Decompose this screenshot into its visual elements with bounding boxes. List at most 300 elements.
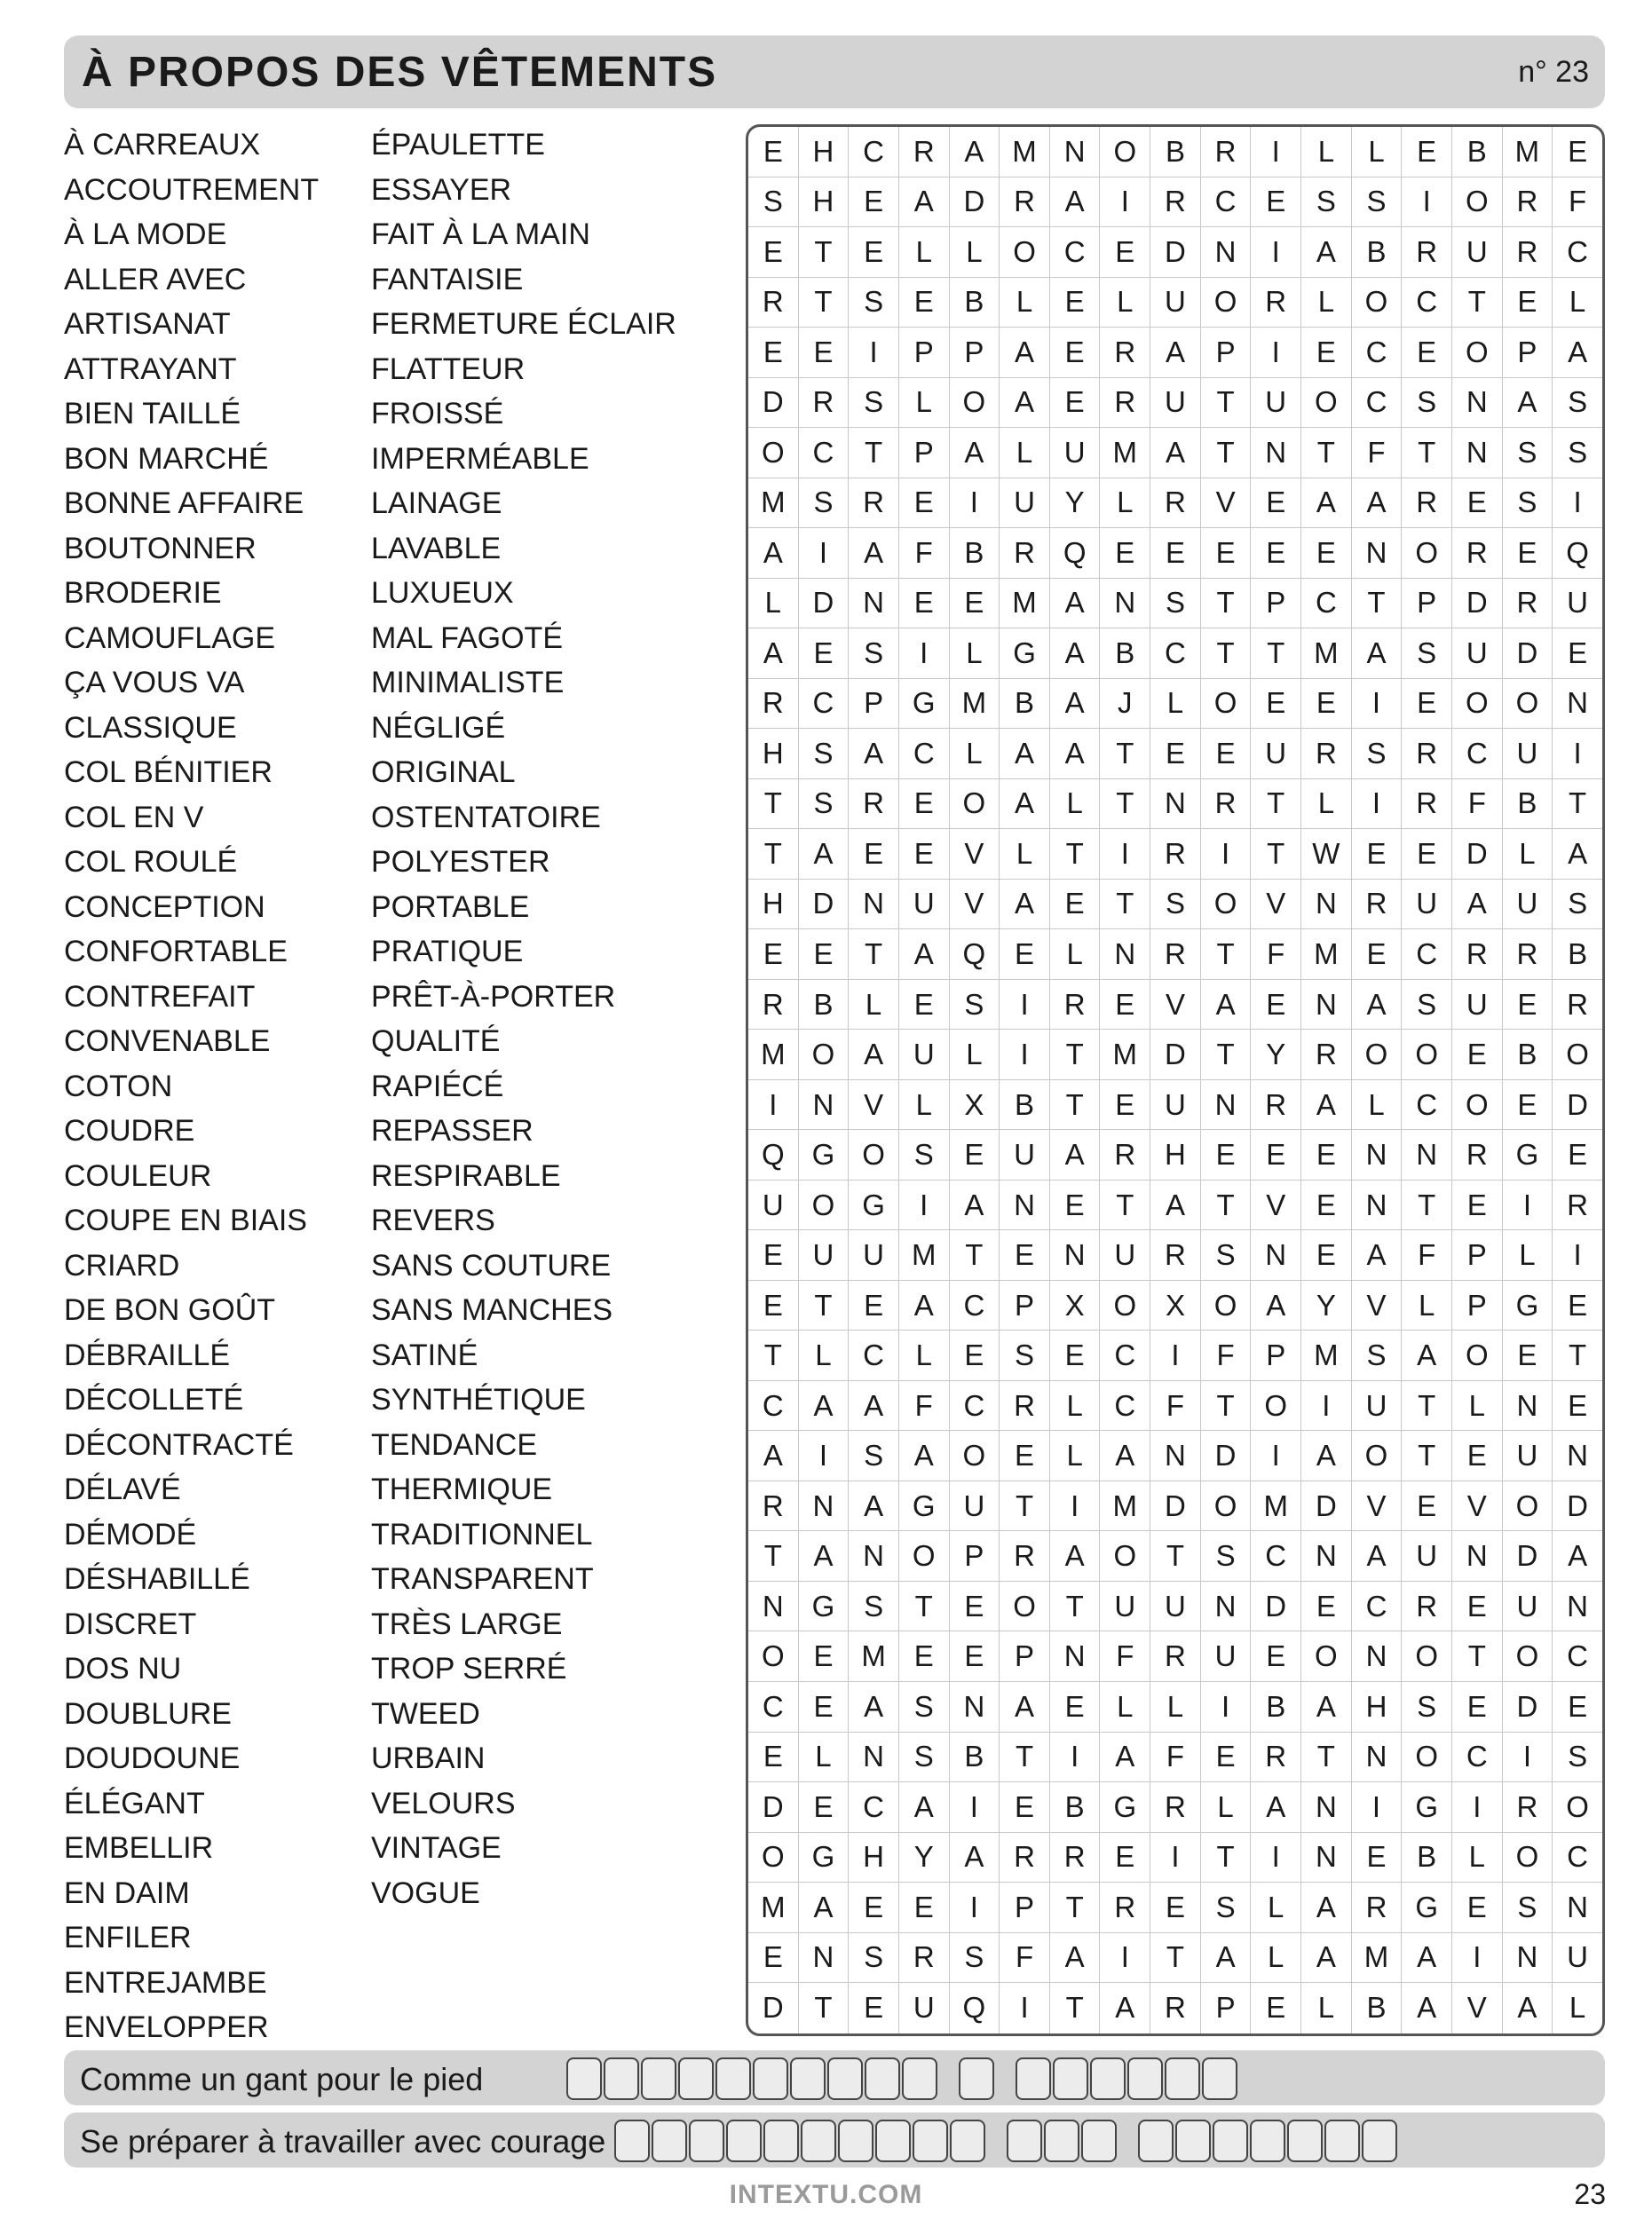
- grid-cell[interactable]: R: [849, 478, 899, 529]
- grid-cell[interactable]: R: [748, 1481, 799, 1532]
- grid-cell[interactable]: C: [1201, 178, 1252, 228]
- grid-cell[interactable]: T: [1201, 428, 1252, 478]
- grid-cell[interactable]: A: [849, 1030, 899, 1080]
- grid-cell[interactable]: T: [1553, 779, 1602, 830]
- grid-cell[interactable]: P: [1000, 1883, 1050, 1933]
- grid-cell[interactable]: V: [1452, 1481, 1503, 1532]
- grid-cell[interactable]: E: [1301, 328, 1352, 378]
- grid-cell[interactable]: R: [1452, 1130, 1503, 1181]
- grid-cell[interactable]: M: [950, 679, 1000, 730]
- grid-cell[interactable]: E: [1301, 1230, 1352, 1281]
- grid-cell[interactable]: E: [748, 1281, 799, 1331]
- grid-cell[interactable]: R: [1150, 478, 1201, 529]
- grid-cell[interactable]: F: [1201, 1331, 1252, 1381]
- grid-cell[interactable]: E: [899, 779, 950, 830]
- grid-cell[interactable]: F: [899, 528, 950, 579]
- grid-cell[interactable]: T: [1201, 628, 1252, 679]
- grid-cell[interactable]: G: [1402, 1883, 1452, 1933]
- grid-cell[interactable]: B: [1050, 1782, 1101, 1833]
- grid-cell[interactable]: O: [1201, 1481, 1252, 1532]
- grid-cell[interactable]: E: [1452, 478, 1503, 529]
- grid-cell[interactable]: B: [1100, 628, 1150, 679]
- grid-cell[interactable]: A: [1150, 1181, 1201, 1231]
- grid-cell[interactable]: N: [1352, 1130, 1403, 1181]
- grid-cell[interactable]: E: [1352, 929, 1403, 980]
- grid-cell[interactable]: O: [1201, 1281, 1252, 1331]
- grid-cell[interactable]: N: [1352, 1181, 1403, 1231]
- grid-cell[interactable]: C: [950, 1281, 1000, 1331]
- grid-cell[interactable]: R: [1503, 227, 1553, 278]
- answer-letter-box[interactable]: [715, 2057, 751, 2100]
- grid-cell[interactable]: Q: [950, 1983, 1000, 2033]
- grid-cell[interactable]: Y: [899, 1833, 950, 1883]
- answer-letter-box[interactable]: [652, 2120, 687, 2162]
- grid-cell[interactable]: C: [1452, 729, 1503, 779]
- grid-cell[interactable]: U: [899, 1030, 950, 1080]
- grid-cell[interactable]: N: [849, 1531, 899, 1582]
- grid-cell[interactable]: R: [1452, 528, 1503, 579]
- grid-cell[interactable]: N: [1553, 1582, 1602, 1632]
- answer-letter-box[interactable]: [678, 2057, 714, 2100]
- grid-cell[interactable]: E: [1050, 278, 1101, 328]
- grid-cell[interactable]: E: [1553, 628, 1602, 679]
- grid-cell[interactable]: E: [950, 1582, 1000, 1632]
- grid-cell[interactable]: S: [799, 729, 850, 779]
- grid-cell[interactable]: T: [799, 1983, 850, 2033]
- grid-cell[interactable]: S: [799, 779, 850, 830]
- grid-cell[interactable]: S: [1201, 1531, 1252, 1582]
- grid-cell[interactable]: O: [1452, 679, 1503, 730]
- grid-cell[interactable]: R: [1251, 1733, 1301, 1783]
- grid-cell[interactable]: A: [1000, 328, 1050, 378]
- grid-cell[interactable]: F: [1553, 178, 1602, 228]
- grid-cell[interactable]: E: [1452, 1682, 1503, 1733]
- grid-cell[interactable]: X: [1150, 1281, 1201, 1331]
- grid-cell[interactable]: L: [950, 729, 1000, 779]
- grid-cell[interactable]: F: [1150, 1733, 1201, 1783]
- grid-cell[interactable]: A: [1000, 378, 1050, 429]
- grid-cell[interactable]: O: [1452, 328, 1503, 378]
- grid-cell[interactable]: B: [1402, 1833, 1452, 1883]
- grid-cell[interactable]: C: [1301, 579, 1352, 629]
- grid-cell[interactable]: N: [1503, 1933, 1553, 1984]
- grid-cell[interactable]: H: [1352, 1682, 1403, 1733]
- grid-cell[interactable]: L: [899, 227, 950, 278]
- grid-cell[interactable]: L: [950, 1030, 1000, 1080]
- grid-cell[interactable]: C: [1100, 1331, 1150, 1381]
- grid-cell[interactable]: S: [1301, 178, 1352, 228]
- grid-cell[interactable]: E: [1452, 1582, 1503, 1632]
- grid-cell[interactable]: Y: [1301, 1281, 1352, 1331]
- grid-cell[interactable]: T: [1402, 1381, 1452, 1432]
- grid-cell[interactable]: A: [1301, 478, 1352, 529]
- grid-cell[interactable]: E: [748, 1733, 799, 1783]
- grid-cell[interactable]: S: [899, 1130, 950, 1181]
- grid-cell[interactable]: A: [1352, 1531, 1403, 1582]
- answer-letter-box[interactable]: [1016, 2057, 1051, 2100]
- grid-cell[interactable]: A: [1301, 1883, 1352, 1933]
- grid-cell[interactable]: L: [1569, 1991, 1586, 2025]
- grid-cell[interactable]: A: [1301, 1682, 1352, 1733]
- grid-cell[interactable]: M: [1301, 1331, 1352, 1381]
- grid-cell[interactable]: T: [799, 1281, 850, 1331]
- grid-cell[interactable]: V: [1201, 478, 1252, 529]
- grid-cell[interactable]: H: [748, 729, 799, 779]
- grid-cell[interactable]: L: [1301, 1983, 1352, 2033]
- grid-cell[interactable]: D: [1452, 829, 1503, 880]
- grid-cell[interactable]: A: [950, 1181, 1000, 1231]
- grid-cell[interactable]: N: [1050, 1230, 1101, 1281]
- grid-cell[interactable]: M: [1100, 1481, 1150, 1532]
- grid-cell[interactable]: D: [1503, 1531, 1553, 1582]
- grid-cell[interactable]: B: [950, 1733, 1000, 1783]
- grid-cell[interactable]: C: [1402, 278, 1452, 328]
- grid-cell[interactable]: H: [799, 127, 850, 178]
- grid-cell[interactable]: E: [1251, 528, 1301, 579]
- grid-cell[interactable]: L: [1201, 1782, 1252, 1833]
- grid-cell[interactable]: R: [1201, 127, 1252, 178]
- grid-cell[interactable]: M: [748, 1030, 799, 1080]
- grid-cell[interactable]: R: [1000, 178, 1050, 228]
- grid-cell[interactable]: D: [748, 378, 799, 429]
- grid-cell[interactable]: A: [1553, 328, 1602, 378]
- answer-letter-box[interactable]: [801, 2120, 836, 2162]
- grid-cell[interactable]: E: [899, 478, 950, 529]
- grid-cell[interactable]: M: [849, 1631, 899, 1682]
- grid-cell[interactable]: O: [1100, 1281, 1150, 1331]
- grid-cell[interactable]: I: [950, 1782, 1000, 1833]
- grid-cell[interactable]: E: [1452, 1431, 1503, 1481]
- grid-cell[interactable]: I: [899, 1181, 950, 1231]
- grid-cell[interactable]: A: [1150, 428, 1201, 478]
- grid-cell[interactable]: Y: [1050, 478, 1101, 529]
- answer-letter-box[interactable]: [950, 2120, 985, 2162]
- grid-cell[interactable]: R: [1150, 929, 1201, 980]
- grid-cell[interactable]: M: [1352, 1933, 1403, 1984]
- grid-cell[interactable]: T: [1100, 729, 1150, 779]
- grid-cell[interactable]: M: [1251, 1481, 1301, 1532]
- grid-cell[interactable]: E: [899, 1883, 950, 1933]
- grid-cell[interactable]: U: [1050, 428, 1101, 478]
- grid-cell[interactable]: S: [849, 278, 899, 328]
- grid-cell[interactable]: N: [1352, 1733, 1403, 1783]
- grid-cell[interactable]: L: [1050, 1381, 1101, 1432]
- grid-cell[interactable]: O: [1000, 227, 1050, 278]
- grid-cell[interactable]: A: [1553, 829, 1602, 880]
- grid-cell[interactable]: O: [748, 428, 799, 478]
- grid-cell[interactable]: T: [1402, 428, 1452, 478]
- grid-cell[interactable]: A: [1000, 729, 1050, 779]
- answer-letter-box[interactable]: [790, 2057, 826, 2100]
- grid-cell[interactable]: N: [1150, 1431, 1201, 1481]
- grid-cell[interactable]: A: [799, 1883, 850, 1933]
- grid-cell[interactable]: A: [1352, 980, 1403, 1031]
- grid-cell[interactable]: N: [799, 1481, 850, 1532]
- answer-letter-box[interactable]: [1165, 2057, 1200, 2100]
- grid-cell[interactable]: O: [1402, 1030, 1452, 1080]
- grid-cell[interactable]: E: [1251, 1130, 1301, 1181]
- grid-cell[interactable]: L: [1100, 278, 1150, 328]
- grid-cell[interactable]: N: [1503, 1381, 1553, 1432]
- grid-cell[interactable]: B: [950, 278, 1000, 328]
- grid-cell[interactable]: R: [1000, 1531, 1050, 1582]
- grid-cell[interactable]: E: [1150, 1883, 1201, 1933]
- grid-cell[interactable]: O: [748, 1631, 799, 1682]
- grid-cell[interactable]: A: [1100, 1983, 1150, 2033]
- grid-cell[interactable]: F: [1000, 1933, 1050, 1984]
- grid-cell[interactable]: E: [748, 1933, 799, 1984]
- grid-cell[interactable]: E: [1352, 1833, 1403, 1883]
- grid-cell[interactable]: S: [1402, 980, 1452, 1031]
- grid-cell[interactable]: E: [899, 579, 950, 629]
- answer-letter-box[interactable]: [902, 2057, 937, 2100]
- grid-cell[interactable]: R: [1402, 729, 1452, 779]
- grid-cell[interactable]: N: [1352, 528, 1403, 579]
- grid-cell[interactable]: U: [1000, 478, 1050, 529]
- grid-cell[interactable]: R: [1100, 1130, 1150, 1181]
- grid-cell[interactable]: A: [899, 929, 950, 980]
- grid-cell[interactable]: P: [1503, 328, 1553, 378]
- grid-cell[interactable]: T: [799, 227, 850, 278]
- answer-letter-box[interactable]: [1250, 2120, 1285, 2162]
- grid-cell[interactable]: O: [799, 1181, 850, 1231]
- grid-cell[interactable]: E: [1301, 1582, 1352, 1632]
- grid-cell[interactable]: T: [748, 1331, 799, 1381]
- grid-cell[interactable]: I: [899, 628, 950, 679]
- grid-cell[interactable]: O: [1553, 1782, 1602, 1833]
- grid-cell[interactable]: B: [1150, 127, 1201, 178]
- grid-cell[interactable]: A: [1201, 1933, 1252, 1984]
- grid-cell[interactable]: S: [1201, 1230, 1252, 1281]
- answer-boxes[interactable]: [614, 2120, 1419, 2162]
- grid-cell[interactable]: C: [849, 1331, 899, 1381]
- grid-cell[interactable]: U: [849, 1230, 899, 1281]
- answer-letter-box[interactable]: [1324, 2120, 1360, 2162]
- grid-cell[interactable]: C: [1352, 378, 1403, 429]
- grid-cell[interactable]: A: [1000, 1682, 1050, 1733]
- grid-cell[interactable]: P: [1251, 1331, 1301, 1381]
- grid-cell[interactable]: I: [1050, 1733, 1101, 1783]
- grid-cell[interactable]: D: [799, 579, 850, 629]
- grid-cell[interactable]: A: [849, 1682, 899, 1733]
- grid-cell[interactable]: I: [1100, 178, 1150, 228]
- grid-cell[interactable]: T: [1050, 1080, 1101, 1131]
- grid-cell[interactable]: T: [1201, 1030, 1252, 1080]
- grid-cell[interactable]: E: [1201, 1733, 1252, 1783]
- grid-cell[interactable]: L: [1402, 1281, 1452, 1331]
- grid-cell[interactable]: F: [1100, 1631, 1150, 1682]
- grid-cell[interactable]: U: [1000, 1130, 1050, 1181]
- grid-cell[interactable]: R: [1050, 980, 1101, 1031]
- grid-cell[interactable]: E: [1553, 1130, 1602, 1181]
- grid-cell[interactable]: R: [1251, 1080, 1301, 1131]
- answer-letter-box[interactable]: [1202, 2057, 1237, 2100]
- grid-cell[interactable]: F: [899, 1381, 950, 1432]
- grid-cell[interactable]: D: [950, 178, 1000, 228]
- grid-cell[interactable]: E: [1201, 528, 1252, 579]
- answer-letter-box[interactable]: [1053, 2057, 1088, 2100]
- grid-cell[interactable]: T: [899, 1582, 950, 1632]
- grid-cell[interactable]: E: [849, 1883, 899, 1933]
- grid-cell[interactable]: S: [799, 478, 850, 529]
- grid-cell[interactable]: R: [1150, 178, 1201, 228]
- grid-cell[interactable]: P: [1000, 1631, 1050, 1682]
- grid-cell[interactable]: O: [1452, 178, 1503, 228]
- grid-cell[interactable]: U: [1100, 1230, 1150, 1281]
- grid-cell[interactable]: C: [899, 729, 950, 779]
- grid-cell[interactable]: U: [1503, 1582, 1553, 1632]
- grid-cell[interactable]: C: [799, 679, 850, 730]
- grid-cell[interactable]: U: [1251, 729, 1301, 779]
- grid-cell[interactable]: N: [1050, 127, 1101, 178]
- grid-cell[interactable]: E: [1553, 1381, 1602, 1432]
- grid-cell[interactable]: L: [1503, 829, 1553, 880]
- grid-cell[interactable]: R: [1301, 1030, 1352, 1080]
- grid-cell[interactable]: R: [849, 779, 899, 830]
- grid-cell[interactable]: E: [1150, 729, 1201, 779]
- grid-cell[interactable]: A: [748, 1431, 799, 1481]
- grid-cell[interactable]: G: [799, 1130, 850, 1181]
- grid-cell[interactable]: N: [1352, 1631, 1403, 1682]
- grid-cell[interactable]: C: [1553, 227, 1602, 278]
- grid-cell[interactable]: O: [950, 378, 1000, 429]
- grid-cell[interactable]: T: [1100, 880, 1150, 930]
- grid-cell[interactable]: T: [1100, 779, 1150, 830]
- grid-cell[interactable]: R: [1150, 1983, 1201, 2033]
- grid-cell[interactable]: T: [1050, 1983, 1101, 2033]
- grid-cell[interactable]: E: [748, 227, 799, 278]
- grid-cell[interactable]: L: [1100, 478, 1150, 529]
- grid-cell[interactable]: G: [1503, 1281, 1553, 1331]
- grid-cell[interactable]: L: [1050, 1431, 1101, 1481]
- grid-cell[interactable]: I: [1251, 1431, 1301, 1481]
- answer-letter-box[interactable]: [641, 2057, 676, 2100]
- grid-cell[interactable]: U: [1503, 1431, 1553, 1481]
- grid-cell[interactable]: R: [1100, 378, 1150, 429]
- grid-cell[interactable]: V: [1352, 1481, 1403, 1532]
- grid-cell[interactable]: O: [1301, 1631, 1352, 1682]
- grid-cell[interactable]: A: [1352, 478, 1403, 529]
- grid-cell[interactable]: I: [1503, 1181, 1553, 1231]
- grid-cell[interactable]: J: [1100, 679, 1150, 730]
- grid-cell[interactable]: I: [1452, 1782, 1503, 1833]
- grid-cell[interactable]: A: [1452, 880, 1503, 930]
- grid-cell[interactable]: R: [1100, 328, 1150, 378]
- grid-cell[interactable]: S: [899, 1682, 950, 1733]
- grid-cell[interactable]: A: [1402, 1331, 1452, 1381]
- grid-cell[interactable]: S: [849, 1582, 899, 1632]
- grid-cell[interactable]: D: [1301, 1481, 1352, 1532]
- grid-cell[interactable]: S: [1352, 178, 1403, 228]
- grid-cell[interactable]: L: [1251, 1933, 1301, 1984]
- grid-cell[interactable]: A: [1301, 1933, 1352, 1984]
- grid-cell[interactable]: R: [1000, 1381, 1050, 1432]
- grid-cell[interactable]: I: [1402, 178, 1452, 228]
- grid-cell[interactable]: E: [950, 1331, 1000, 1381]
- grid-cell[interactable]: B: [1503, 779, 1553, 830]
- grid-cell[interactable]: H: [1150, 1130, 1201, 1181]
- answer-boxes[interactable]: [566, 2057, 1259, 2100]
- grid-cell[interactable]: G: [1100, 1782, 1150, 1833]
- grid-cell[interactable]: R: [1503, 178, 1553, 228]
- grid-cell[interactable]: E: [1000, 1782, 1050, 1833]
- grid-cell[interactable]: I: [1251, 1833, 1301, 1883]
- grid-cell[interactable]: I: [1301, 1381, 1352, 1432]
- grid-cell[interactable]: E: [1201, 1130, 1252, 1181]
- grid-cell[interactable]: U: [1402, 1531, 1452, 1582]
- grid-cell[interactable]: O: [1301, 378, 1352, 429]
- grid-cell[interactable]: G: [849, 1181, 899, 1231]
- grid-cell[interactable]: E: [1100, 980, 1150, 1031]
- grid-cell[interactable]: T: [1201, 1833, 1252, 1883]
- grid-cell[interactable]: E: [1402, 679, 1452, 730]
- answer-letter-box[interactable]: [1081, 2120, 1117, 2162]
- grid-cell[interactable]: U: [1150, 1582, 1201, 1632]
- grid-cell[interactable]: E: [748, 127, 799, 178]
- grid-cell[interactable]: A: [799, 829, 850, 880]
- grid-cell[interactable]: O: [1452, 1331, 1503, 1381]
- grid-cell[interactable]: T: [1150, 1933, 1201, 1984]
- grid-cell[interactable]: E: [849, 178, 899, 228]
- grid-cell[interactable]: S: [849, 1431, 899, 1481]
- grid-cell[interactable]: O: [1402, 1733, 1452, 1783]
- grid-cell[interactable]: W: [1301, 829, 1352, 880]
- grid-cell[interactable]: A: [849, 1481, 899, 1532]
- grid-cell[interactable]: R: [748, 278, 799, 328]
- grid-cell[interactable]: R: [1150, 1230, 1201, 1281]
- grid-cell[interactable]: C: [1553, 1833, 1602, 1883]
- grid-cell[interactable]: S: [1402, 1682, 1452, 1733]
- grid-cell[interactable]: O: [1201, 880, 1252, 930]
- grid-cell[interactable]: O: [950, 1431, 1000, 1481]
- grid-cell[interactable]: F: [1150, 1381, 1201, 1432]
- grid-cell[interactable]: E: [748, 1230, 799, 1281]
- grid-cell[interactable]: E: [1050, 328, 1101, 378]
- grid-cell[interactable]: U: [1402, 880, 1452, 930]
- grid-cell[interactable]: O: [899, 1531, 950, 1582]
- grid-cell[interactable]: R: [1000, 1833, 1050, 1883]
- grid-cell[interactable]: R: [1150, 1631, 1201, 1682]
- grid-cell[interactable]: S: [849, 628, 899, 679]
- grid-cell[interactable]: I: [1100, 1933, 1150, 1984]
- grid-cell[interactable]: N: [1201, 1080, 1252, 1131]
- grid-cell[interactable]: E: [1301, 1130, 1352, 1181]
- grid-cell[interactable]: M: [1301, 628, 1352, 679]
- grid-cell[interactable]: E: [1150, 528, 1201, 579]
- grid-cell[interactable]: S: [950, 980, 1000, 1031]
- grid-cell[interactable]: A: [1100, 1431, 1150, 1481]
- grid-cell[interactable]: N: [1301, 1531, 1352, 1582]
- grid-cell[interactable]: V: [1251, 880, 1301, 930]
- grid-cell[interactable]: E: [1452, 1883, 1503, 1933]
- grid-cell[interactable]: E: [799, 1631, 850, 1682]
- grid-cell[interactable]: E: [1251, 1631, 1301, 1682]
- grid-cell[interactable]: S: [1553, 428, 1602, 478]
- grid-cell[interactable]: A: [799, 1381, 850, 1432]
- grid-cell[interactable]: B: [1000, 679, 1050, 730]
- grid-cell[interactable]: L: [899, 1331, 950, 1381]
- grid-cell[interactable]: O: [950, 779, 1000, 830]
- grid-cell[interactable]: T: [1251, 779, 1301, 830]
- grid-cell[interactable]: Q: [1050, 528, 1101, 579]
- answer-letter-box[interactable]: [566, 2057, 602, 2100]
- grid-cell[interactable]: T: [1452, 1631, 1503, 1682]
- grid-cell[interactable]: B: [950, 528, 1000, 579]
- grid-cell[interactable]: E: [1301, 1181, 1352, 1231]
- grid-cell[interactable]: R: [1000, 528, 1050, 579]
- grid-cell[interactable]: L: [950, 227, 1000, 278]
- grid-cell[interactable]: O: [1452, 1080, 1503, 1131]
